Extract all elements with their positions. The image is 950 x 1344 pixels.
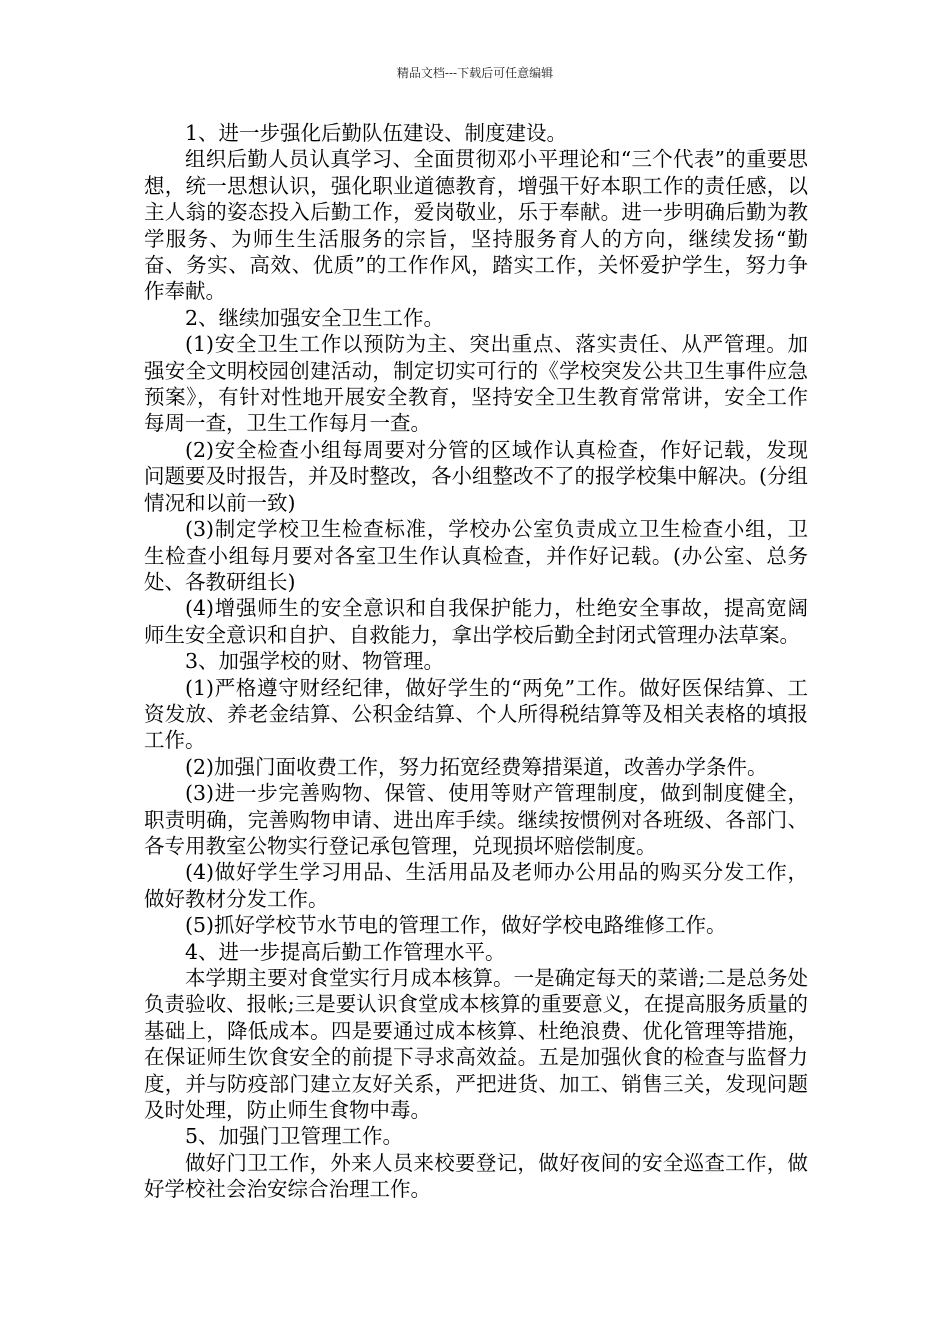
paragraph: (4)增强师生的安全意识和自我保护能力，杜绝安全事故，提高宽阔师生安全意识和自护、自救能力，拿出学校后勤全封闭式管理办法草案。 [144, 596, 808, 647]
paragraph: 4、进一步提高后勤工作管理水平。 [185, 939, 506, 964]
paragraph: 本学期主要对食堂实行月成本核算。一是确定每天的菜谱;二是总务处负责验收、报帐;三是要认识食堂成本核算的重要意义，在提高服务质量的基础上，降低成本。四是要通过成本核算、杜绝浪费、优化管理等措施，在保证师生饮食安全的前提下寻求高效益。五是加强伙食的检查与监督力度，并与防疫部门建立友好关系，严把进货、加工、销售三关，发现问题及时处理，防止师生食物中毒。 [144, 966, 808, 1123]
paragraph: 2、继续加强安全卫生工作。 [185, 305, 445, 330]
paragraph: (2)加强门面收费工作，努力拓宽经费筹措渠道，改善办学条件。 [185, 754, 768, 779]
paragraph: (2)安全检查小组每周要对分管的区域作认真检查，作好记载，发现问题要及时报告，并及时整改，各小组整改不了的报学校集中解决。(分组情况和以前一致) [144, 437, 808, 515]
paragraph: (3)进一步完善购物、保管、使用等财产管理制度，做到制度健全，职责明确，完善购物申请、进出库手续。继续按惯例对各班级、各部门、各专用教室公物实行登记承包管理，兑现损坏赔偿制度。 [144, 781, 808, 858]
paragraph: (5)抓好学校节水节电的管理工作，做好学校电路维修工作。 [185, 913, 727, 938]
paragraph: (1)安全卫生工作以预防为主、突出重点、落实责任、从严管理。加强安全文明校园创建活动，制定切实可行的《学校突发公共卫生事件应急预案》，有针对性地开展安全教育，坚持安全卫生教育常常讲，安全工作每周一查，卫生工作每月一查。 [144, 332, 808, 436]
paragraph: 做好门卫工作，外来人员来校要登记，做好夜间的安全巡查工作，做好学校社会治安综合治理工作。 [144, 1150, 808, 1202]
paragraph: 组织后勤人员认真学习、全面贯彻邓小平理论和“三个代表”的重要思想，统一思想认识，强化职业道德教育，增强干好本职工作的责任感，以主人翁的姿态投入后勤工作，爱岗敬业，乐于奉献。进一步明确后勤为教学服务、为师生生活服务的宗旨，坚持服务育人的方向，继续发扬“勤奋、务实、高效、优质”的工作作风，踏实工作，关怀爱护学生，努力争作奉献。 [144, 147, 808, 304]
paragraph: (1)严格遵守财经纪律，做好学生的“两免”工作。做好医保结算、工资发放、养老金结算、公积金结算、个人所得税结算等及相关表格的填报工作。 [144, 675, 808, 753]
paragraph: 3、加强学校的财、物管理。 [185, 649, 445, 674]
paragraph: 5、加强门卫管理工作。 [185, 1124, 404, 1149]
paragraph: (3)制定学校卫生检查标准，学校办公室负责成立卫生检查小组，卫生检查小组每月要对各室卫生作认真检查，并作好记载。(办公室、总务处、各教研组长) [144, 517, 808, 594]
paragraph: (4)做好学生学习用品、生活用品及老师办公用品的购买分发工作，做好教材分发工作。 [144, 860, 808, 911]
document-header-note: 精品文档---下载后可任意编辑 [396, 66, 554, 80]
document-body [144, 120, 808, 1203]
paragraph: 1、进一步强化后勤队伍建设、制度建设。 [185, 121, 568, 145]
